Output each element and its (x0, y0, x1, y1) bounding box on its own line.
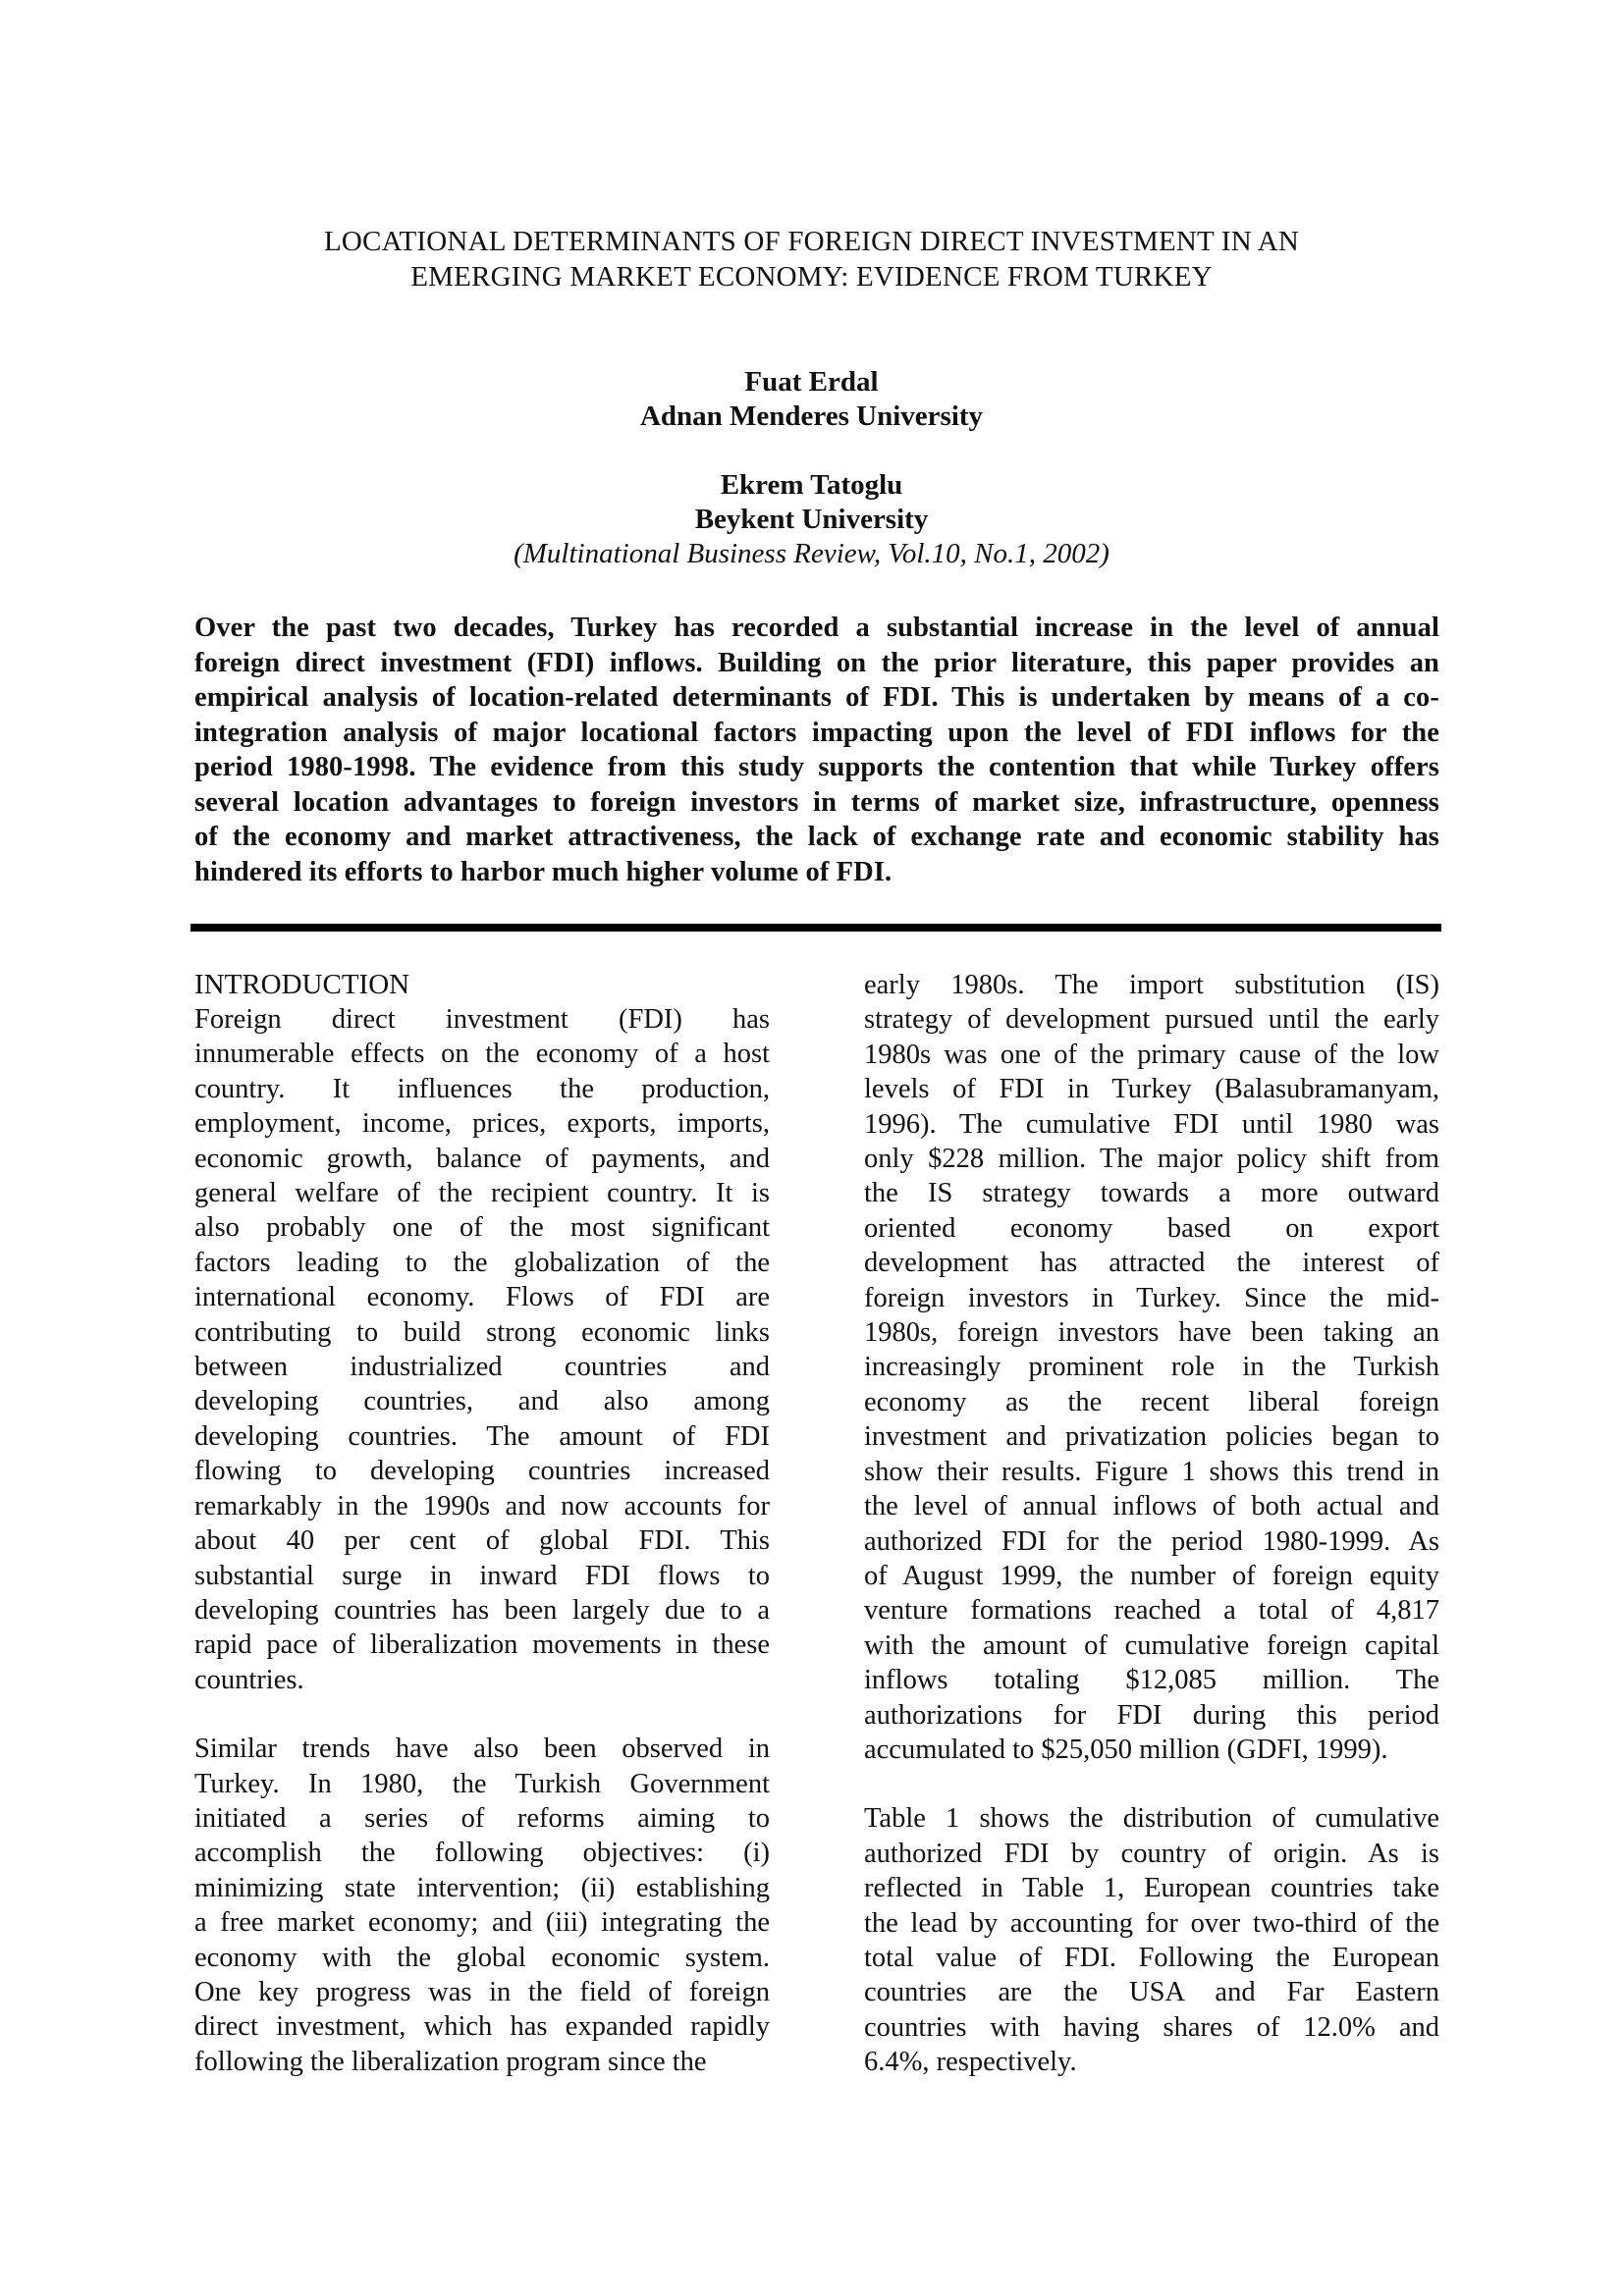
abstract (194, 611, 1439, 889)
section-divider (190, 924, 1441, 932)
paragraph-line: accumulated to $25,050 million (GDFI, 1999). (864, 1734, 1388, 1765)
paragraph-line: strategy of development pursued until the early (864, 1004, 1439, 1036)
paragraph-line: inflows totaling $12,085 million. The (864, 1665, 1439, 1696)
paragraph-line: Similar trends have also been observed in (194, 1734, 770, 1765)
paragraph-line: of August 1999, the number of foreign equity (864, 1560, 1439, 1591)
paragraph-line: Foreign direct investment (FDI) has (194, 1004, 770, 1035)
paragraph-line: economic growth, balance of payments, and (194, 1143, 770, 1174)
left-column (194, 968, 770, 2079)
paragraph-line: total value of FDI. Following the European (864, 1942, 1439, 1973)
paragraph-line: the IS strategy towards a more outward (864, 1178, 1439, 1209)
paragraph-line: reflected in Table 1, European countries take (864, 1873, 1439, 1904)
paragraph-line: developing countries has been largely due to a (194, 1594, 770, 1626)
paragraph-line: foreign investors in Turkey. Since the mid- (864, 1282, 1439, 1313)
paragraph-line: country. It influences the production, (194, 1073, 770, 1104)
paragraph-line: authorized FDI for the period 1980-1999. As (864, 1525, 1439, 1557)
paragraph-line: countries. (194, 1664, 304, 1695)
paragraph-line: only $228 million. The major policy shift from (864, 1144, 1439, 1175)
paragraph-line: One key progress was in the field of foreign (194, 1976, 770, 2007)
paragraph-line: factors leading to the globalization of the (194, 1247, 770, 1278)
paragraph-line: 6.4%, respectively. (864, 2047, 1077, 2078)
paragraph-line: levels of FDI in Turkey (Balasubramanyam, (864, 1074, 1439, 1105)
paragraph-line: early 1980s. The import substitution (IS) (864, 970, 1439, 1000)
paragraph-line: 1980s, foreign investors have been taking an (864, 1317, 1439, 1349)
paragraph-line: economy with the global economic system. (194, 1942, 770, 1973)
paragraph-line: developing countries, and also among (194, 1386, 770, 1417)
paragraph-line: general welfare of the recipient country. It is (194, 1178, 770, 1209)
paragraph-line: 1980s was one of the primary cause of the low (864, 1039, 1439, 1070)
paragraph-line: increasingly prominent role in the Turkish (864, 1352, 1439, 1383)
paragraph-line: authorizations for FDI during this period (864, 1699, 1439, 1731)
paragraph-line: a free market economy; and (iii) integrating the (194, 1907, 770, 1939)
paragraph-line: contributing to build strong economic links (194, 1316, 770, 1348)
abstract-line: integration analysis of major locational factors impacting upon the level of FDI inflows for the (194, 717, 1439, 748)
paragraph (194, 1732, 770, 2079)
paragraph-line: direct investment, which has expanded rapidly (194, 2011, 770, 2043)
paragraph-line: the lead by accounting for over two-third of the (864, 1907, 1439, 1939)
author-affiliation: Beykent University (694, 504, 929, 535)
abstract-line: foreign direct investment (FDI) inflows. Building on the prior literature, this paper provides an (194, 647, 1439, 678)
paragraph-line: substantial surge in inward FDI flows to (194, 1560, 770, 1591)
paragraph-line: minimizing state intervention; (ii) establishing (194, 1872, 770, 1903)
paragraph-line: accomplish the following objectives: (i) (194, 1838, 770, 1869)
paragraph-line: show their results. Figure 1 shows this trend in (864, 1456, 1439, 1487)
paragraph-line: innumerable effects on the economy of a host (194, 1039, 770, 1070)
paragraph-line: developing countries. The amount of FDI (194, 1420, 770, 1452)
paragraph-line: initiated a series of reforms aiming to (194, 1802, 770, 1834)
paragraph-line: countries are the USA and Far Eastern (864, 1977, 1439, 2008)
paragraph-line: investment and privatization policies began to (864, 1421, 1439, 1453)
right-column (864, 968, 1439, 2080)
paragraph (194, 1002, 770, 1697)
abstract-line: several location advantages to foreign investors in terms of market size, infrastructure, openness (194, 786, 1439, 818)
citation: (Multinational Business Review, Vol.10, No.1, 2002) (514, 538, 1109, 569)
paragraph-line: oriented economy based on export (864, 1212, 1439, 1244)
abstract-line: hindered its efforts to harbor much higher volume of FDI. (194, 856, 893, 887)
abstract-line: empirical analysis of location-related determinants of FDI. This is undertaken by means of a co- (194, 682, 1439, 713)
title-line: EMERGING MARKET ECONOMY: EVIDENCE FROM TURKEY (410, 261, 1213, 293)
paragraph-line: authorized FDI by country of origin. As is (864, 1838, 1439, 1869)
paragraph-line: the level of annual inflows of both actual and (864, 1491, 1439, 1522)
paragraph (864, 968, 1439, 1767)
abstract-line: Over the past two decades, Turkey has recorded a substantial increase in the level of annual (194, 613, 1439, 643)
paragraph-line: countries with having shares of 12.0% and (864, 2011, 1439, 2043)
paragraph-line: with the amount of cumulative foreign capital (864, 1629, 1439, 1661)
paragraph-line: rapid pace of liberalization movements in these (194, 1629, 770, 1661)
author-affiliation: Adnan Menderes University (639, 400, 984, 432)
paragraph (864, 1801, 1439, 2079)
abstract-line: of the economy and market attractiveness, the lack of exchange rate and economic stability has (194, 822, 1439, 852)
paper-title (196, 224, 1427, 294)
abstract-line: period 1980-1998. The evidence from this study supports the contention that while Turkey offers (194, 752, 1439, 782)
paragraph-line: flowing to developing countries increased (194, 1456, 770, 1487)
paragraph-line: Table 1 shows the distribution of cumulative (864, 1803, 1439, 1835)
title-line: LOCATIONAL DETERMINANTS OF FOREIGN DIRECT INVESTMENT IN AN (323, 226, 1299, 257)
paragraph-line: employment, income, prices, exports, imports, (194, 1108, 770, 1140)
paragraph-line: development has attracted the interest of (864, 1248, 1439, 1279)
paragraph-line: between industrialized countries and (194, 1352, 770, 1383)
author-block (295, 365, 1328, 571)
paragraph-line: venture formations reached a total of 4,817 (864, 1595, 1439, 1627)
author-name: Ekrem Tatoglu (720, 469, 903, 501)
section-heading: INTRODUCTION (194, 969, 410, 1000)
paragraph-line: also probably one of the most significant (194, 1212, 770, 1244)
paragraph-line: Turkey. In 1980, the Turkish Government (194, 1768, 770, 1799)
paragraph-line: international economy. Flows of FDI are (194, 1282, 770, 1313)
paragraph-line: economy as the recent liberal foreign (864, 1386, 1439, 1417)
paragraph-line: following the liberalization program since the (194, 2046, 707, 2077)
paragraph-line: remarkably in the 1990s and now accounts for (194, 1490, 770, 1522)
paragraph-line: 1996). The cumulative FDI until 1980 was (864, 1108, 1439, 1140)
author-name: Fuat Erdal (744, 366, 879, 398)
paragraph-line: about 40 per cent of global FDI. This (194, 1525, 770, 1557)
